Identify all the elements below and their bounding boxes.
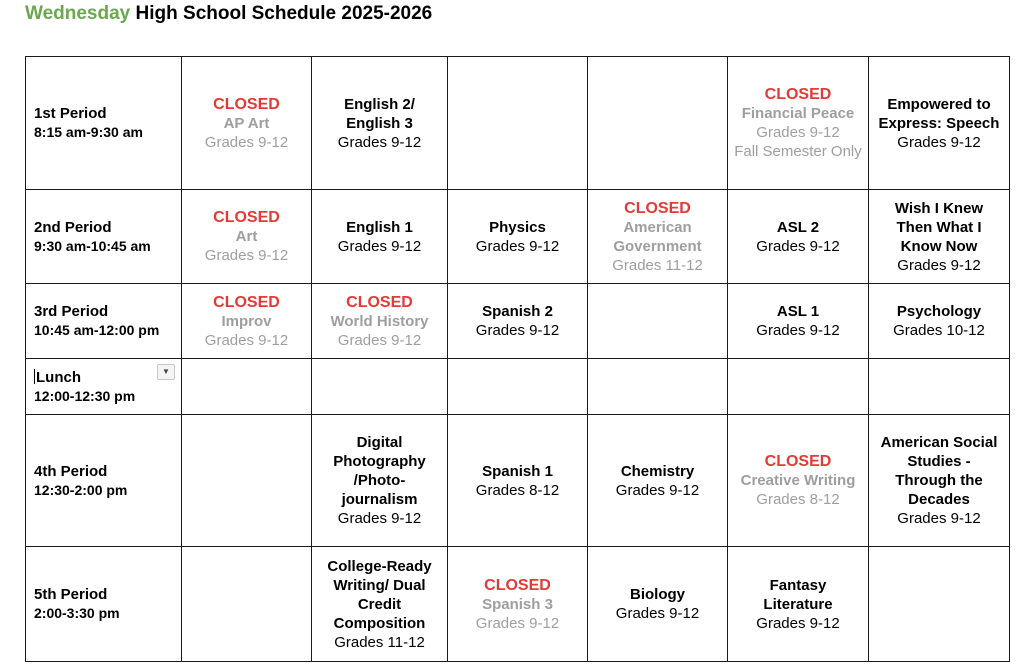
course-name: Psychology: [896, 303, 982, 320]
course-name: AP Art: [223, 114, 270, 132]
course-grades: Grades 9-12: [337, 237, 422, 255]
course-cell[interactable]: [182, 190, 312, 284]
closed-badge: CLOSED: [213, 293, 280, 311]
course-name: American Government: [613, 218, 702, 255]
course-cell[interactable]: [588, 190, 728, 284]
course-cell[interactable]: [448, 284, 588, 359]
course-cell[interactable]: [312, 57, 448, 190]
course-grades: Grades 9-12: [615, 481, 700, 499]
empty-cell[interactable]: [448, 57, 588, 190]
empty-cell[interactable]: [588, 284, 728, 359]
period-cell[interactable]: [26, 547, 182, 662]
title-day: Wednesday: [25, 3, 131, 24]
course-name: Wish I Knew Then What I Know Now: [894, 199, 984, 255]
course-cell[interactable]: [312, 284, 448, 359]
course-cell[interactable]: [728, 415, 869, 547]
period-cell[interactable]: [26, 57, 182, 190]
page-title: [25, 3, 432, 25]
course-cell[interactable]: [588, 547, 728, 662]
empty-cell[interactable]: [588, 57, 728, 190]
closed-badge: CLOSED: [764, 453, 832, 470]
course-note: Fall Semester Only: [734, 143, 862, 160]
table-row: [26, 57, 1010, 190]
course-grades: Grades 9-12: [475, 614, 560, 632]
course-grades: Grades 9-12: [475, 237, 560, 255]
course-grades: Grades 9-12: [897, 133, 981, 151]
closed-badge: CLOSED: [346, 293, 413, 311]
course-grades: Grades 9-12: [204, 331, 289, 349]
course-grades: Grades 9-12: [756, 322, 840, 339]
table-row: [26, 415, 1010, 547]
course-name: ASL 2: [776, 218, 820, 236]
closed-badge: CLOSED: [624, 199, 691, 217]
course-grades: Grades 9-12: [337, 510, 422, 527]
course-name: ASL 1: [776, 303, 820, 320]
course-cell[interactable]: [869, 190, 1010, 284]
course-name: Art: [235, 228, 258, 245]
course-cell[interactable]: [182, 284, 312, 359]
period-time: 12:00-12:30 pm: [34, 387, 136, 404]
course-grades: Grades 8-12: [756, 491, 840, 508]
course-grades: Grades 10-12: [893, 322, 985, 339]
period-cell[interactable]: [26, 190, 182, 284]
table-row: [26, 359, 1010, 415]
course-name: American Social Studies - Through the Decades: [880, 434, 998, 508]
course-grades: Grades 9-12: [756, 124, 840, 141]
course-cell[interactable]: [312, 415, 448, 547]
course-cell[interactable]: [869, 57, 1010, 190]
closed-badge: CLOSED: [764, 86, 832, 103]
course-name: Improv: [221, 312, 272, 330]
course-grades: Grades 9-12: [897, 256, 981, 274]
course-name: Biology: [630, 586, 685, 603]
empty-cell[interactable]: [869, 547, 1010, 662]
course-grades: Grades 11-12: [334, 633, 425, 651]
dropdown-arrow-icon[interactable]: ▼: [157, 364, 175, 380]
course-name: Spanish 1: [482, 462, 553, 480]
table-row: [26, 190, 1010, 284]
course-name: English 2/ English 3: [344, 95, 415, 132]
course-grades: Grades 9-12: [897, 510, 981, 527]
course-grades: Grades 11-12: [612, 256, 703, 274]
period-name: 3rd Period: [34, 303, 109, 320]
period-cell[interactable]: [26, 284, 182, 359]
course-cell[interactable]: [869, 284, 1010, 359]
empty-cell[interactable]: [869, 359, 1010, 415]
closed-badge: CLOSED: [213, 209, 280, 226]
period-name: Lunch: [36, 368, 81, 386]
course-grades: Grades 9-12: [475, 322, 560, 339]
period-name: 2nd Period: [34, 218, 112, 236]
course-cell[interactable]: [182, 57, 312, 190]
course-cell[interactable]: [312, 547, 448, 662]
course-name: Fantasy Literature: [763, 576, 833, 613]
period-name: 4th Period: [34, 462, 108, 480]
course-name: Spanish 3: [482, 595, 553, 613]
course-name: Spanish 2: [482, 303, 553, 320]
course-name: Chemistry: [620, 462, 695, 480]
course-cell[interactable]: [728, 547, 869, 662]
table-row: [26, 284, 1010, 359]
table-row: [26, 547, 1010, 662]
course-name: World History: [330, 312, 429, 330]
course-grades: Grades 9-12: [756, 614, 840, 632]
empty-cell[interactable]: [182, 415, 312, 547]
course-cell[interactable]: [448, 415, 588, 547]
period-name: 1st Period: [34, 105, 107, 122]
course-name: English 1: [346, 218, 413, 236]
period-time: 8:15 am-9:30 am: [34, 124, 143, 140]
title-rest: High School Schedule 2025-2026: [135, 3, 433, 24]
course-grades: Grades 9-12: [337, 133, 422, 151]
course-name: Empowered to Express: Speech: [878, 95, 1000, 132]
course-grades: Grades 9-12: [204, 247, 289, 264]
empty-cell[interactable]: [182, 547, 312, 662]
course-grades: Grades 9-12: [756, 237, 840, 255]
course-grades: Grades 8-12: [475, 481, 560, 499]
period-time: 9:30 am-10:45 am: [34, 237, 151, 254]
text-cursor: [34, 369, 35, 384]
course-grades: Grades 9-12: [615, 605, 700, 622]
course-cell[interactable]: [448, 190, 588, 284]
course-cell[interactable]: [728, 190, 869, 284]
course-name: Creative Writing: [740, 472, 856, 489]
course-cell[interactable]: [869, 415, 1010, 547]
course-name: College-Ready Writing/ Dual Credit Composition: [327, 557, 432, 632]
period-cell[interactable]: [26, 415, 182, 547]
closed-badge: CLOSED: [213, 95, 280, 113]
course-grades: Grades 9-12: [337, 331, 422, 349]
empty-cell[interactable]: [182, 359, 312, 415]
period-cell[interactable]: [26, 359, 182, 415]
empty-cell[interactable]: [588, 359, 728, 415]
course-cell[interactable]: [312, 190, 448, 284]
empty-cell[interactable]: [448, 359, 588, 415]
closed-badge: CLOSED: [484, 576, 551, 594]
empty-cell[interactable]: [312, 359, 448, 415]
period-time: 10:45 am-12:00 pm: [34, 322, 160, 338]
course-name: Digital Photography /Photo- journalism: [333, 434, 426, 508]
period-time: 12:30-2:00 pm: [34, 481, 128, 498]
course-cell[interactable]: [728, 57, 869, 190]
course-grades: Grades 9-12: [204, 133, 289, 151]
course-cell[interactable]: [728, 284, 869, 359]
course-cell[interactable]: [588, 415, 728, 547]
empty-cell[interactable]: [728, 359, 869, 415]
course-cell[interactable]: [448, 547, 588, 662]
schedule-table: [25, 56, 1010, 662]
period-time: 2:00-3:30 pm: [34, 605, 120, 621]
course-name: Financial Peace: [741, 105, 855, 122]
period-name: 5th Period: [34, 586, 108, 603]
course-name: Physics: [489, 218, 546, 236]
